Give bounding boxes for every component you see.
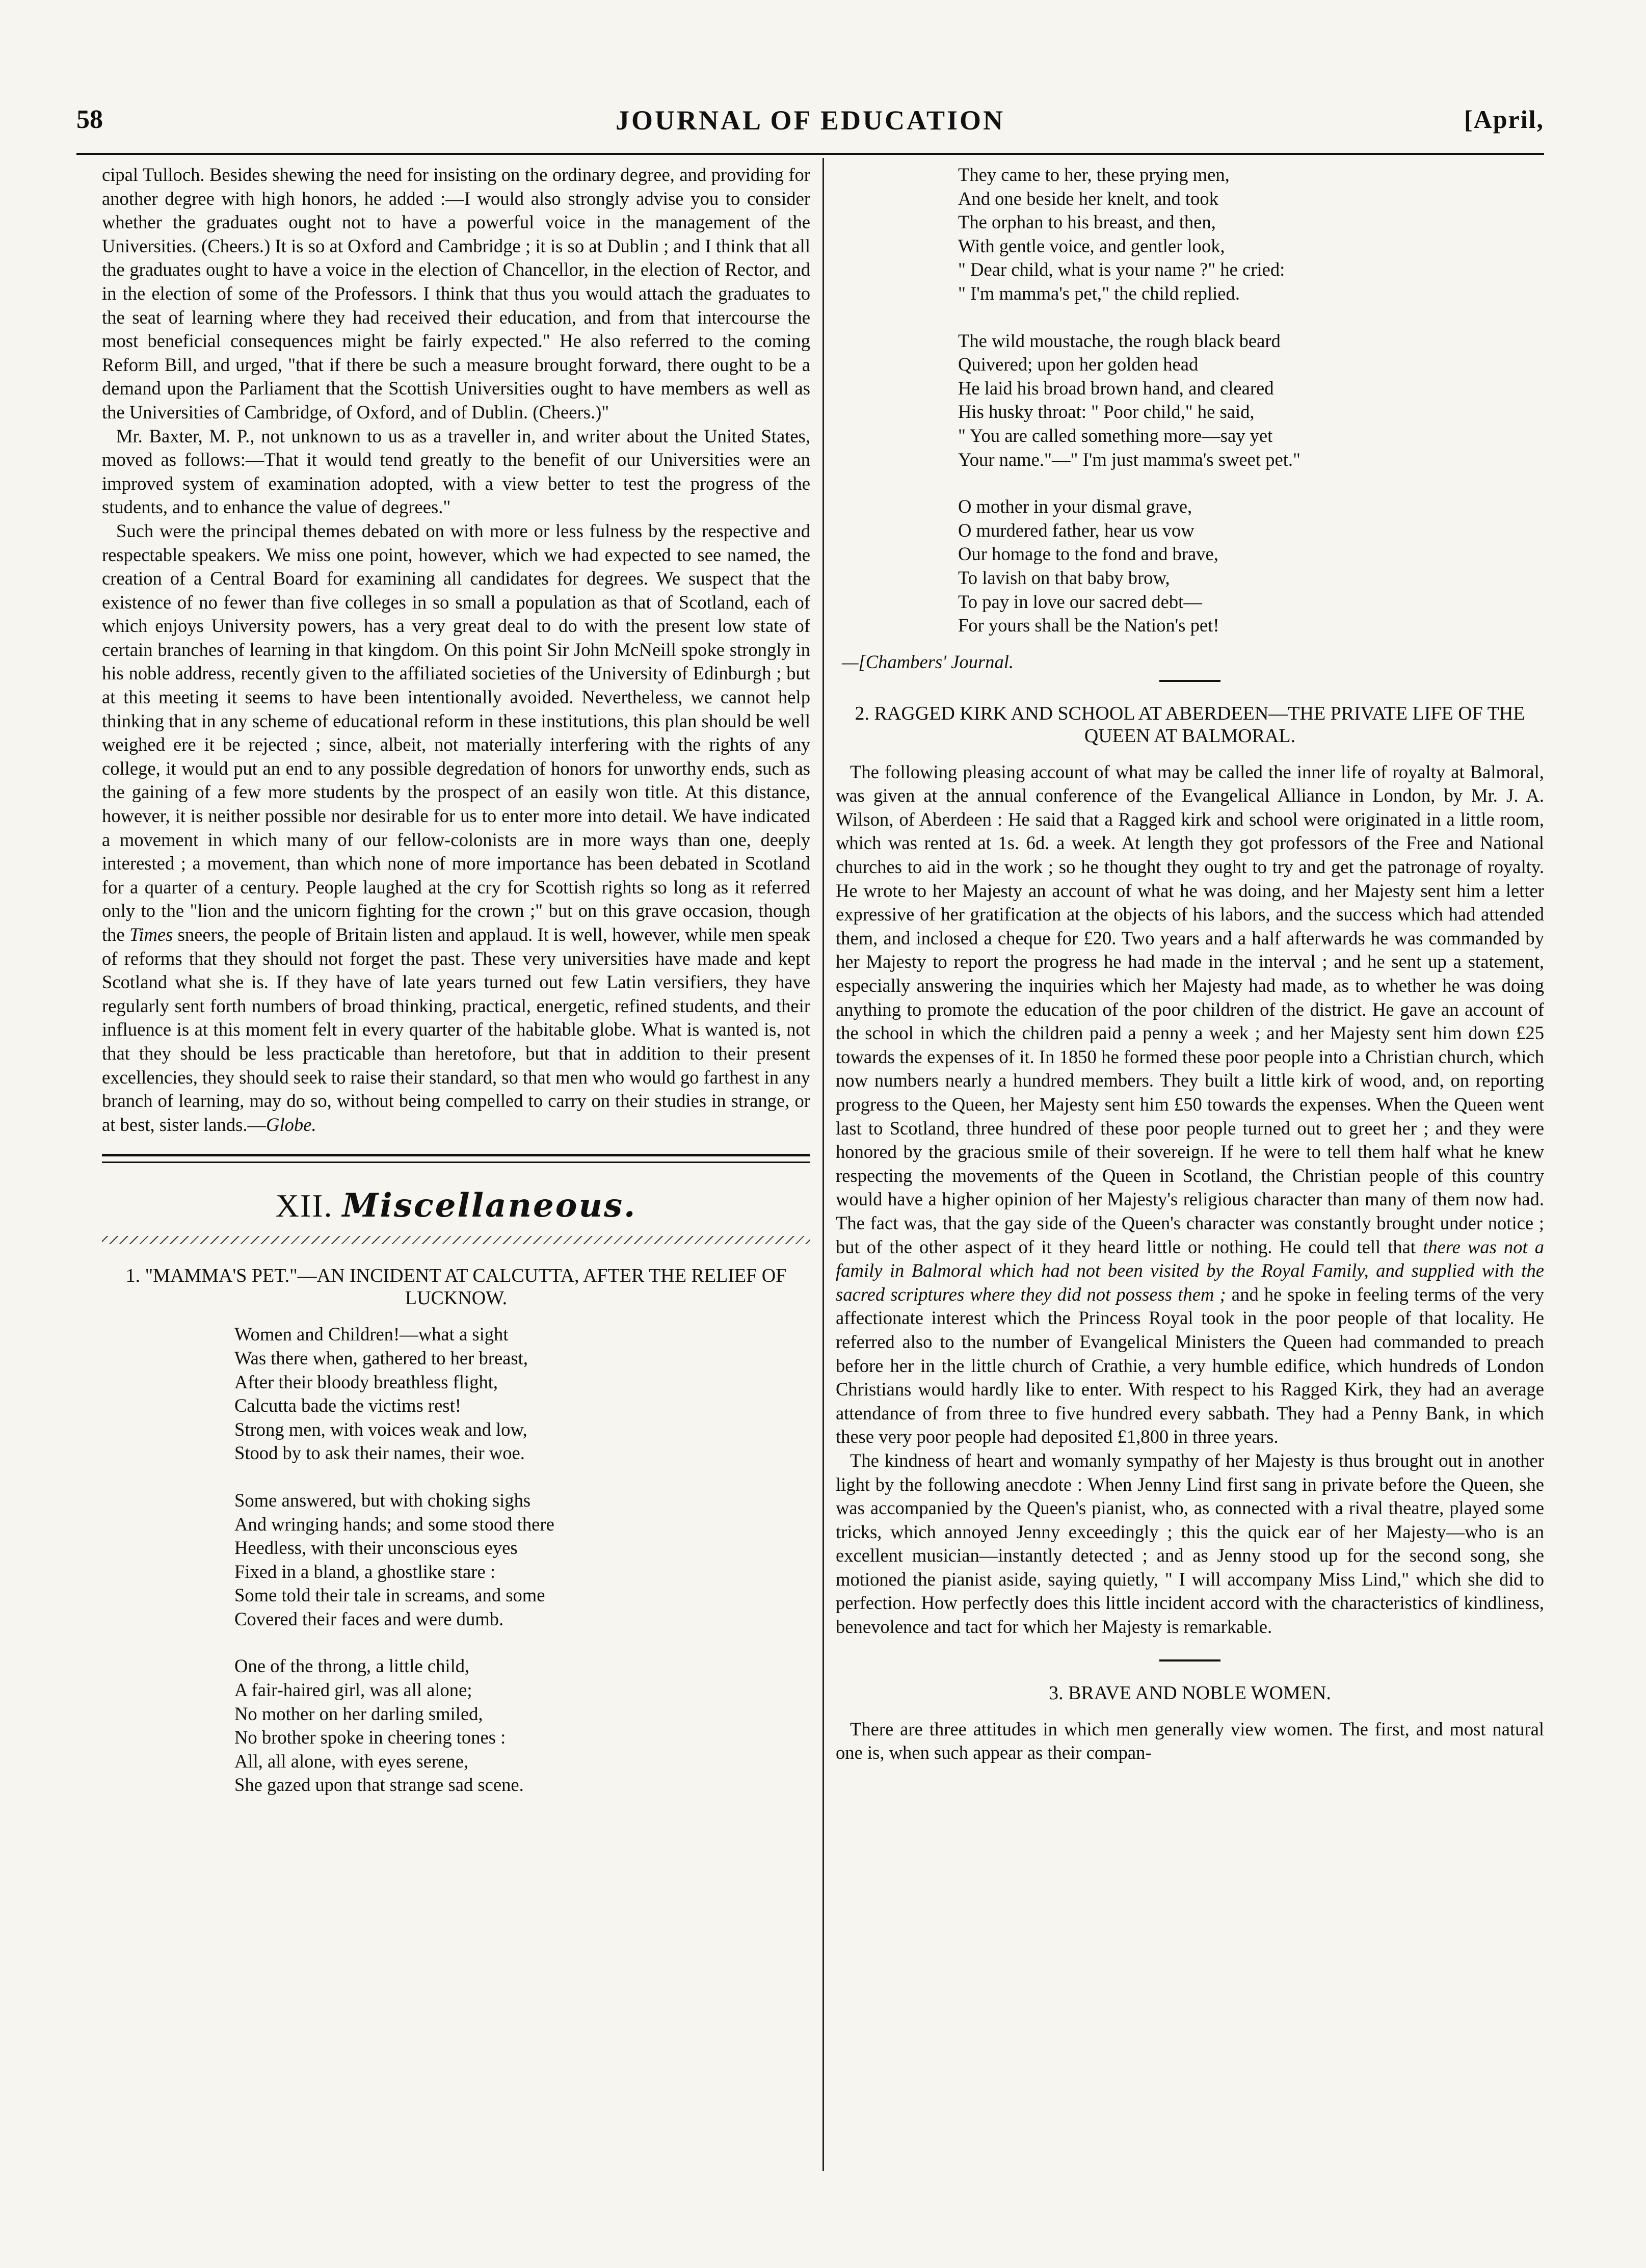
poem-line: His husky throat: " Poor child," he said,: [958, 401, 1255, 423]
header-month: [April,: [1464, 105, 1544, 134]
ragged-kirk-emphasis: there was not a family in Balmoral which had not been visited by the Royal Family, and supplied with the sacred scriptures where they did not possess them ;: [836, 1236, 1544, 1305]
poem-line: He laid his broad brown hand, and cleared: [958, 377, 1274, 399]
short-rule: [1159, 680, 1220, 682]
poem-line: The orphan to his breast, and then,: [958, 212, 1216, 233]
poem-line: After their bloody breathless flight,: [234, 1371, 498, 1392]
poem-line: And one beside her knelt, and took: [958, 188, 1218, 209]
paragraph-themes-text: Such were the principal themes debated on with more or less fulness by the respective and respectable speakers. We miss one point, however, which we had expected to see named, the creation of a Central Board for examining all candidates for degrees. We suspect that the existence of no fewer than five colleges in so small a population as that of Scotland, each of which enjoys University powers, has a very great deal to do with the present low state of certain branches of learning in that kingdom. On this point Sir John McNeill spoke strongly in his noble address, recently given to the affiliated societies of the University of Edinburgh ; but at this meeting it seems to have been intentionally avoided. Nevertheless, we cannot help thinking that in any scheme of educational reform in these institutions, this plan should be well weighed ere it be rejected ; since, albeit, not materially interfering with the rights of any college, it would put an end to any possible degredation of honors for unworthy ends, such as the gaining of a few more students by the prospect of an easily won title. At this distance, however, it is neither possible nor desirable for us to enter more into detail. We have indicated a movement in which many of our fellow-colonists are in more ways than one, deeply interested ; a movement, than which none of more importance has been debated in Scotland for a quarter of a century. People laughed at the cry for Scottish rights so long as it referred only to the "lion and the unicorn fighting for the crown ;" but on this grave occasion, though the: [102, 520, 810, 945]
poem-line: With gentle voice, and gentler look,: [958, 235, 1225, 256]
poem-line: Quivered; upon her golden head: [958, 354, 1199, 375]
poem-line: No mother on her darling smiled,: [234, 1703, 483, 1724]
poem-line: Women and Children!—what a sight: [234, 1324, 509, 1345]
ragged-kirk-text-2: and he spoke in feeling terms of the very affectionate interest which the Princess Royal took in the poor people of that locality. He referred also to the number of Evangelical Ministers the Queen had commanded to preach before her in the little church of Crathie, a very humble edifice, which hundreds of London Christians would hardly like to enter. With respect to his Ragged Kirk, they had an average attendance of from three to five hundred every sabbath. They had a Penny Bank, in which these very poor people had deposited £1,800 in three years.: [836, 1283, 1544, 1447]
journal-title: JOURNAL OF EDUCATION: [615, 105, 1005, 136]
poem-line: Some answered, but with choking sighs: [234, 1489, 531, 1511]
poem-line: Calcutta bade the victims rest!: [234, 1395, 461, 1416]
section-rule: [102, 1154, 810, 1163]
paragraph-baxter: Mr. Baxter, M. P., not unknown to us as a traveller in, and writer about the United States, moved as follows:—That it would tend greatly to the benefit of our Universities were an improved system of examination adopted, with a view better to test the progress of the students, and to enhance the value of degrees.": [102, 425, 810, 518]
poem-line: Your name."—" I'm just mamma's sweet pet.": [958, 449, 1300, 470]
stanza-4: [958, 163, 1544, 306]
article-2-title: 2. RAGGED KIRK AND SCHOOL AT ABERDEEN—THE PRIVATE LIFE OF THE QUEEN AT BALMORAL.: [855, 702, 1525, 747]
header-rule: [76, 153, 1544, 155]
poem-left: [234, 1323, 810, 1797]
poem-line: To pay in love our sacred debt—: [958, 591, 1202, 612]
poem-line: Some told their tale in screams, and some: [234, 1585, 545, 1606]
paragraph-themes: [102, 519, 810, 1137]
poem-line: A fair-haired girl, was all alone;: [234, 1679, 472, 1701]
paragraph-jenny-lind: The kindness of heart and womanly sympathy of her Majesty is thus brought out in another light by the following anecdote : When Jenny Lind first sang in private before the Queen, she was accompanied by the Queen's pianist, who, as connected with a rival theatre, played some tricks, which annoyed Jenny exceedingly ; this the quick ear of her Majesty—who is an excellent musician—instantly detected ; and as Jenny stood up for the second song, she motioned the pianist aside, saying quietly, " I will accompany Miss Lind," which she did to perfection. How perfectly does this little incident accord with the characteristics of kindliness, benevolence and tact for which her Majesty is remarkable.: [836, 1449, 1544, 1638]
poem-line: Heedless, with their unconscious eyes: [234, 1537, 518, 1559]
times-title: Times: [129, 924, 173, 945]
paragraph-tulloch: cipal Tulloch. Besides shewing the need for insisting on the ordinary degree, and providing for another degree with high honors, he added :—I would also strongly advise you to consider whether the graduates ought not to have a powerful voice in the management of the Universities. (Cheers.) It is so at Oxford and Cambridge ; it is so at Dublin ; and I think that all the graduates ought to have a voice in the election of Chancellor, in the election of Rector, and in the election of some of the Professors. I think that thus you would attach the graduates to the seat of learning where they had received their education, and from that intercourse the most beneficial consequences might be fairly expected." He also referred to the coming Reform Bill, and urged, "that if there be such a measure brought forward, there ought to be a demand upon the Parliament that the Scottish Universities ought to have members as well as the Universities of Cambridge, of Oxford, and of Dublin. (Cheers.)": [102, 164, 810, 423]
poem-line: Stood by to ask their names, their woe.: [234, 1442, 525, 1464]
ragged-kirk-text: The following pleasing account of what may be called the inner life of royalty at Balmoral, was given at the annual conference of the Evangelical Alliance in London, by Mr. J. A. Wilson, of Aberdeen : He said that a Ragged kirk and school were originated in a little room, which was rented at 1s. 6d. a week. At length they got professors of the Free and National churches to aid in the work ; so he thought they ought to try and get the patronage of royalty. He wrote to her Majesty an account of what he was doing, and her Majesty sent him a letter expressive of her gratification at the objects of his labors, and the success which had attended them, and inclosed a cheque for £20. Two years and a half afterwards he was commanded by her Majesty to report the progress he had made in the interval ; and he sent up a statement, especially answering the inquiries which her Majesty had made, as to whether he was doing anything to promote the education of the poor children of the district. He gave an account of the school in which the children paid a penny a week ; and her Majesty sent him down £25 towards the expenses of it. In 1850 he formed these poor people into a Christian church, which now numbers nearly a hundred members. They built a little kirk of wood, and, on reporting progress to the Queen, her Majesty sent him £50 towards the expenses. When the Queen went last to Scotland, three hundred of these poor people turned out to greet her ; and they were honored by the gracious smile of their sovereign. If he were to tell them half what he knew respecting the movements of the Queen in Scotland, the Christian people of this country would have a higher opinion of her Majesty's religious character than many of them now had. The fact was, that the gay side of the Queen's character was constantly brought under notice ; but of the other aspect of it they heard little or nothing. He could tell that: [836, 761, 1544, 1257]
left-column: [102, 163, 810, 2192]
poem-line: For yours shall be the Nation's pet!: [958, 615, 1219, 636]
poem-line: The wild moustache, the rough black beard: [958, 330, 1281, 351]
section-title: [102, 1186, 810, 1225]
poem-line: " I'm mamma's pet," the child replied.: [958, 282, 1240, 304]
stanza-1: [234, 1323, 810, 1465]
poem-line: Covered their faces and were dumb.: [234, 1608, 504, 1629]
page-header: [76, 104, 1544, 150]
poem-line: She gazed upon that strange sad scene.: [234, 1774, 524, 1796]
poem-line: O mother in your dismal grave,: [958, 496, 1192, 517]
poem-line: To lavish on that baby brow,: [958, 567, 1170, 588]
right-column: [836, 163, 1544, 2192]
poem-line: Strong men, with voices weak and low,: [234, 1418, 527, 1440]
globe-source: Globe.: [266, 1114, 316, 1135]
poem-line: " You are called something more—say yet: [958, 425, 1273, 446]
article-1-title: 1. "MAMMA'S PET."—AN INCIDENT AT CALCUTTA, AFTER THE RELIEF OF LUCKNOW.: [125, 1265, 787, 1309]
poem-credit: —[Chambers' Journal.: [842, 651, 1014, 672]
paragraph-ragged-kirk: [836, 760, 1544, 1449]
poem-line: All, all alone, with eyes serene,: [234, 1750, 469, 1772]
poem-line: O murdered father, hear us vow: [958, 519, 1194, 541]
stanza-2: [234, 1489, 810, 1631]
stanza-5: [958, 329, 1544, 472]
poem-right: [958, 163, 1544, 638]
stanza-3: [234, 1654, 810, 1797]
poem-line: They came to her, these prying men,: [958, 164, 1230, 185]
article-3-title: 3. BRAVE AND NOBLE WOMEN.: [1049, 1682, 1331, 1704]
poem-line: And wringing hands; and some stood there: [234, 1513, 554, 1535]
poem-line: Our homage to the fond and brave,: [958, 543, 1218, 565]
poem-line: " Dear child, what is your name ?" he cried:: [958, 259, 1285, 280]
page-number: 58: [76, 105, 103, 134]
poem-line: Fixed in a bland, a ghostlike stare :: [234, 1561, 495, 1582]
section-name: Miscellaneous.: [342, 1186, 637, 1225]
paragraph-brave-women: There are three attitudes in which men generally view women. The first, and most natural one is, when such appear as their compan-: [836, 1718, 1544, 1763]
poem-line: One of the throng, a little child,: [234, 1655, 470, 1677]
poem-line: No brother spoke in cheering tones :: [234, 1727, 506, 1748]
poem-line: Was there when, gathered to her breast,: [234, 1347, 528, 1368]
section-number: XII.: [275, 1188, 333, 1224]
short-rule-2: [1159, 1659, 1220, 1662]
column-divider: [822, 158, 824, 2171]
stanza-6: [958, 495, 1544, 638]
wavy-divider: [102, 1236, 810, 1244]
paragraph-themes-text-2: sneers, the people of Britain listen and applaud. It is well, however, while men speak of reforms that they should not forget the past. These very universities have made and kept Scotland what she is. If they have of late years turned out few Latin versifiers, they have regularly sent forth numbers of broad thinking, practical, energetic, refined students, and their influence is at this moment felt in every quarter of the habitable globe. What is wanted is, not that they should be less practicable than heretofore, but that in addition to their present excellencies, they should seek to raise their standard, so that men who would go farthest in any branch of learning, may do so, without being compelled to carry on their studies in strange, or at best, sister lands.—: [102, 924, 810, 1135]
